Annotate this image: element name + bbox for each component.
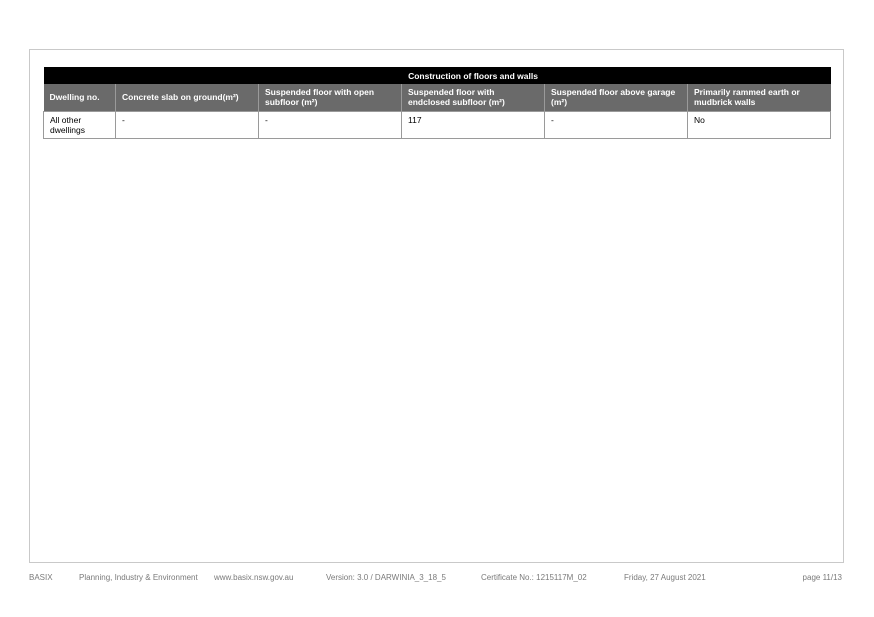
group-header-row bbox=[44, 67, 831, 84]
footer-date: Friday, 27 August 2021 bbox=[624, 573, 706, 582]
column-header-concrete-slab: Concrete slab on ground(m²) bbox=[116, 84, 259, 111]
floors-walls-table bbox=[43, 67, 831, 139]
column-header-dwelling-no: Dwelling no. bbox=[44, 84, 116, 111]
page-footer bbox=[0, 573, 874, 585]
column-header-above-garage: Suspended floor above garage (m²) bbox=[545, 84, 688, 111]
footer-brand: BASIX bbox=[29, 573, 53, 582]
column-header-enclosed-subfloor: Suspended floor with endclosed subfloor (m²) bbox=[402, 84, 545, 111]
cell-dwelling-no: All other dwellings bbox=[44, 111, 116, 138]
cell-above-garage: - bbox=[545, 111, 688, 138]
footer-website[interactable]: www.basix.nsw.gov.au bbox=[214, 573, 294, 582]
footer-certificate: Certificate No.: 1215117M_02 bbox=[481, 573, 587, 582]
footer-department: Planning, Industry & Environment bbox=[79, 573, 198, 582]
cell-open-subfloor: - bbox=[259, 111, 402, 138]
table-row bbox=[44, 111, 831, 138]
footer-page-number: page 11/13 bbox=[802, 573, 842, 582]
group-header-spacer bbox=[44, 67, 116, 84]
cell-enclosed-subfloor: 117 bbox=[402, 111, 545, 138]
footer-version: Version: 3.0 / DARWINIA_3_18_5 bbox=[326, 573, 446, 582]
column-header-open-subfloor: Suspended floor with open subfloor (m²) bbox=[259, 84, 402, 111]
cell-rammed-earth: No bbox=[688, 111, 831, 138]
column-header-rammed-earth: Primarily rammed earth or mudbrick walls bbox=[688, 84, 831, 111]
column-header-row bbox=[44, 84, 831, 111]
cell-concrete-slab: - bbox=[116, 111, 259, 138]
group-header-title: Construction of floors and walls bbox=[116, 67, 831, 84]
